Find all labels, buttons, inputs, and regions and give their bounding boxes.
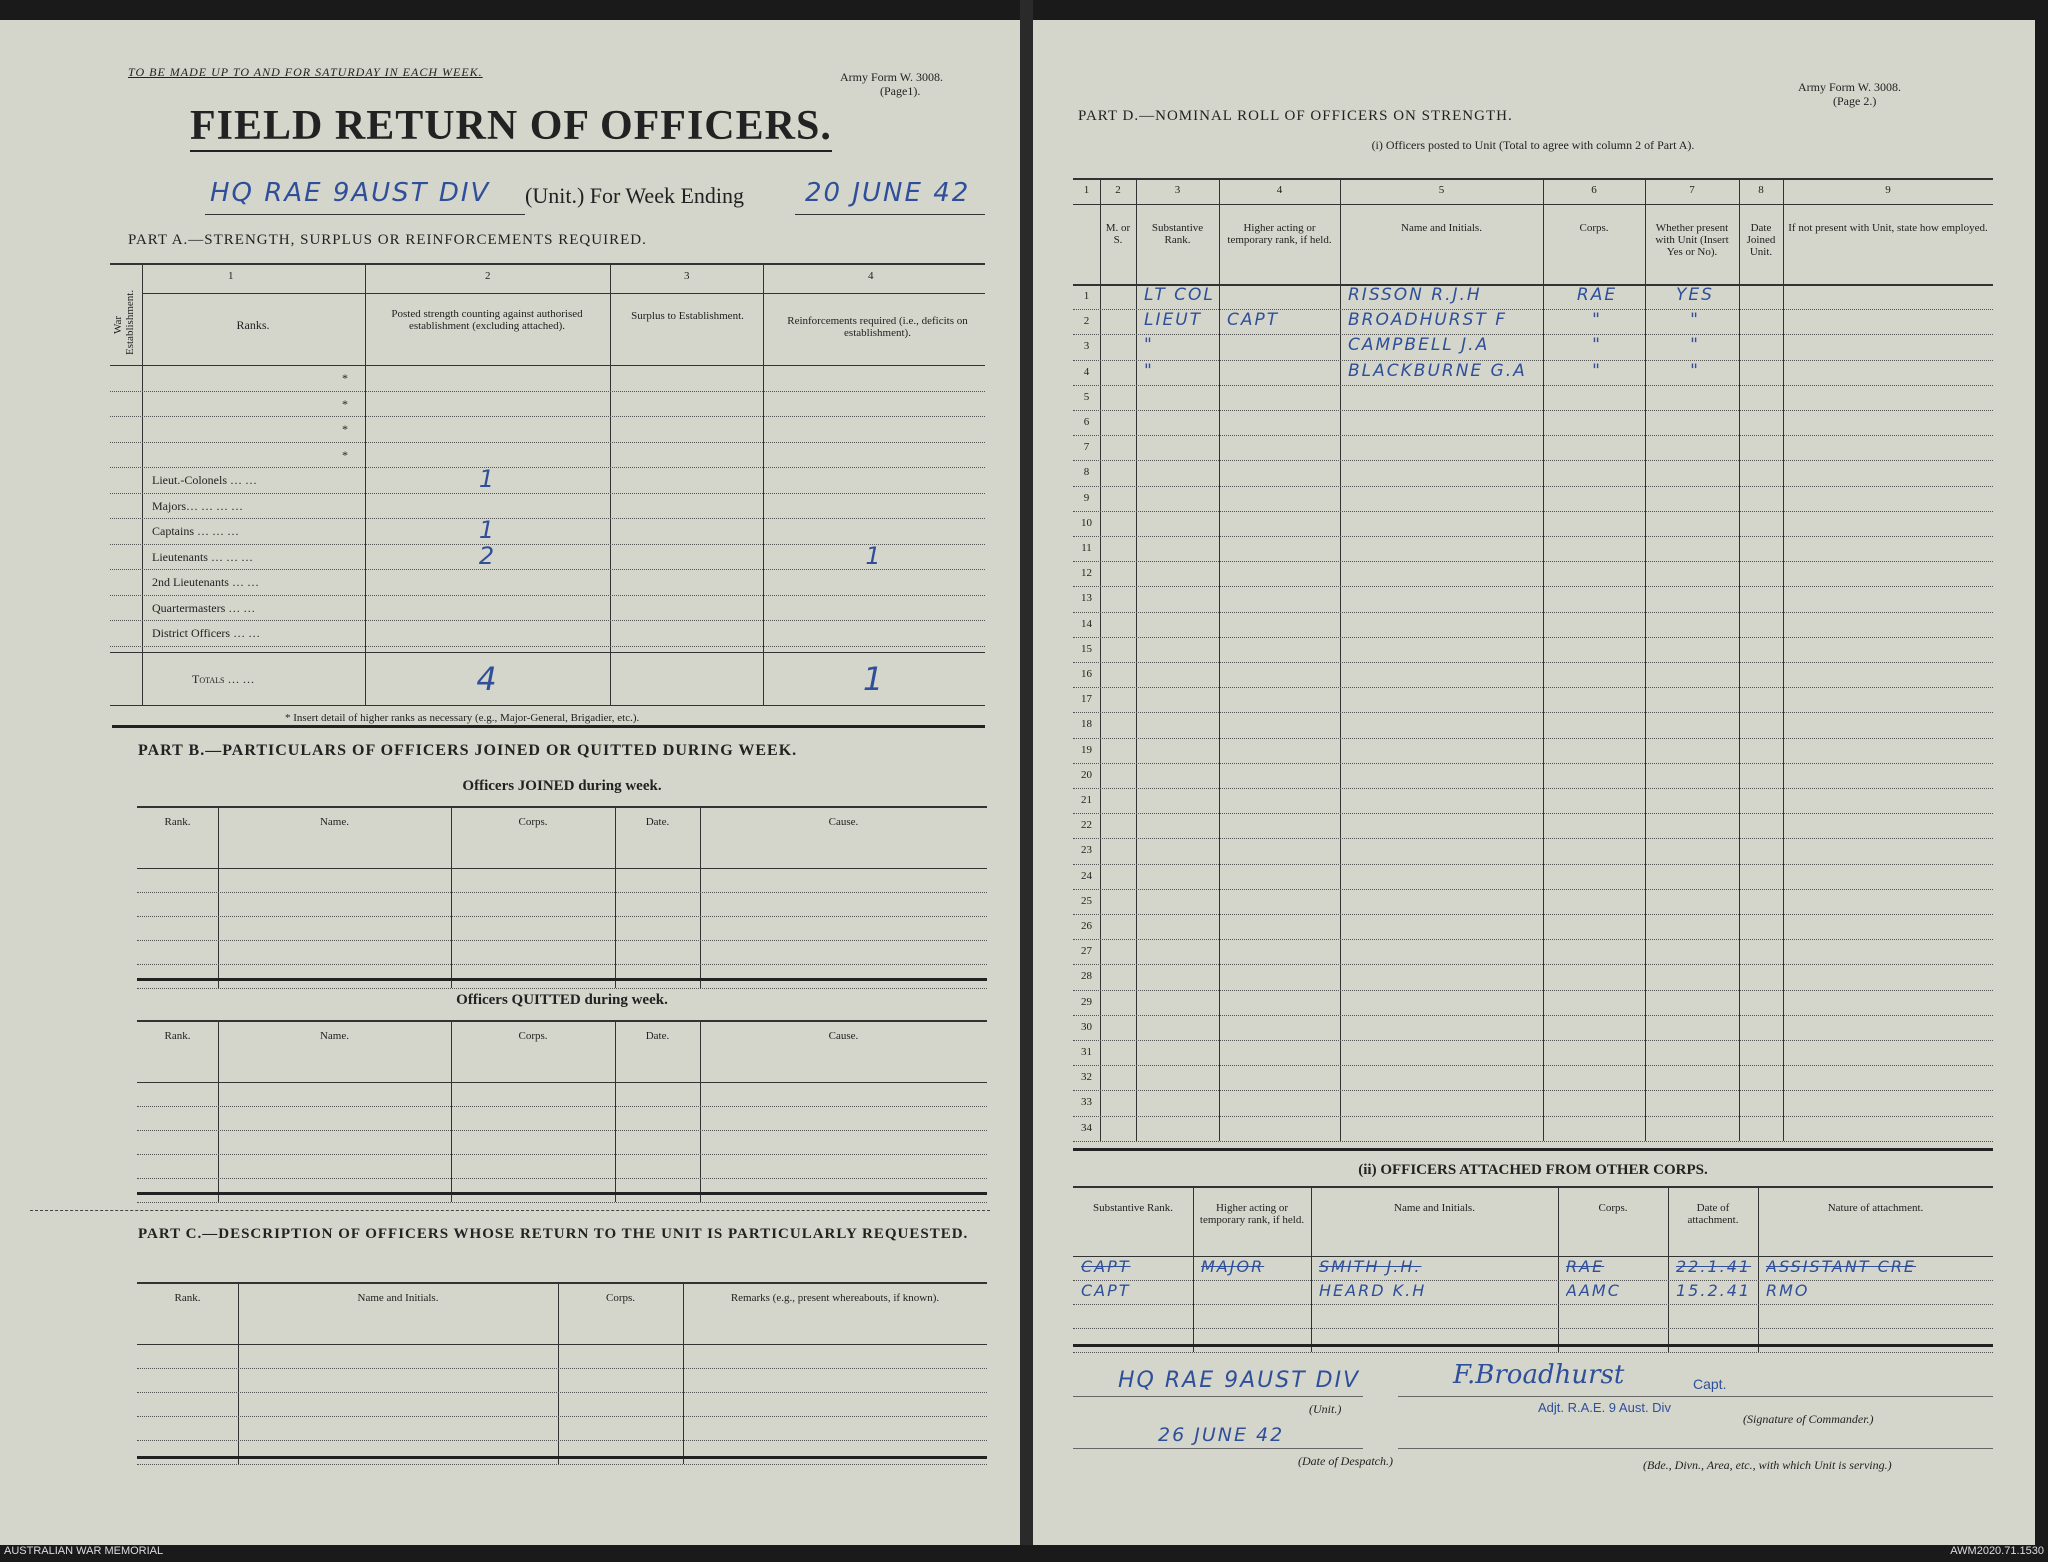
table-row [137,1440,987,1441]
roll-row-number: 7 [1083,441,1090,454]
roll-col-num: 3 [1174,184,1181,196]
roll-col-num: 1 [1083,184,1090,196]
roll-cell-corps: RAE [1576,285,1618,305]
roll-cell-present: YES [1676,285,1714,305]
rank-label: * [342,422,348,436]
attached-cell-rank: CAPT [1081,1281,1131,1300]
roll-cell-corps: " [1592,335,1602,356]
roll-col-num: 5 [1438,184,1445,196]
army-form-label-right: Army Form W. 3008. [1798,80,1902,94]
top-note: TO BE MADE UP TO AND FOR SATURDAY IN EACH WEEK. [128,65,483,79]
page-number: (Page1). [880,84,921,98]
roll-row-number: 11 [1081,542,1092,554]
table-header-cell: Name. [319,816,349,828]
roll-cell-present: " [1690,310,1700,331]
attached-col-header: Substantive Rank. [1092,1202,1174,1214]
table-row [137,1368,987,1369]
table-header-cell: Cause. [828,1030,859,1042]
roll-cell-rank: LIEUT [1144,310,1203,331]
roll-row-number: 23 [1081,844,1092,857]
roll-col-num: 7 [1689,184,1695,196]
table-header-cell: Corps. [518,816,548,828]
army-form-label: Army Form W. 3008. [840,70,944,84]
table-row [1073,889,1993,890]
table-row [1073,1304,1993,1305]
totals-label: Totals … … [192,672,255,686]
attached-cell-higher: MAJOR [1201,1257,1265,1276]
roll-col-num: 8 [1758,184,1764,196]
table-row [1073,738,1993,739]
quitted-title: Officers QUITTED during week. [456,992,668,1008]
table-header-cell: Date. [645,816,670,828]
attached-col-header: Corps. [1598,1202,1628,1214]
attached-cell-corps: RAE [1566,1257,1605,1276]
table-row [137,964,987,965]
roll-row-number: 4 [1083,365,1090,378]
roll-col-header: Higher acting or temporary rank, if held. [1227,222,1332,246]
table-row [137,940,987,941]
attached-cell-corps: AAMC [1566,1281,1621,1300]
roll-row-number: 34 [1081,1121,1092,1134]
bde-label: (Bde., Divn., Area, etc., with which Unit is serving.) [1643,1458,1892,1472]
roll-row-number: 22 [1081,819,1092,832]
attached-col-header: Higher acting or temporary rank, if held. [1199,1202,1305,1226]
table-row [1073,435,1993,436]
despatch-date-label: (Date of Despatch.) [1298,1454,1393,1468]
table-row [1073,536,1993,537]
attached-col-header: Nature of attachment. [1827,1202,1924,1214]
rank-label: 2nd Lieutenants … … [152,575,259,589]
table-row [1073,586,1993,587]
totals-reinf: 1 [862,660,886,698]
sign-unit-label: (Unit.) [1309,1402,1342,1416]
table-header-cell: Corps. [605,1292,636,1304]
col-num: 3 [684,270,690,282]
roll-cell-rank: LT COL [1144,285,1215,305]
roll-col-header: Substantive Rank. [1151,222,1204,246]
form-title: FIELD RETURN OF OFFICERS. [190,102,832,152]
week-ending-handwritten: 20 JUNE 42 [805,178,971,208]
table-row [1073,788,1993,789]
table-row [137,1178,987,1179]
table-row [1073,486,1993,487]
table-row [1073,511,1993,512]
footer-source: AUSTRALIAN WAR MEMORIAL [4,1545,164,1557]
roll-cell-present: " [1690,335,1700,356]
roll-row-number: 28 [1081,970,1092,983]
rank-row-line [110,391,985,392]
table-row [137,1464,987,1465]
rank-label: Majors… … … … [152,498,243,513]
roll-row-number: 9 [1083,491,1090,504]
table-header-cell: Name and Initials. [357,1292,439,1304]
table-header-cell: Date. [645,1030,670,1042]
table-row [137,892,987,893]
rank-row-line [110,620,985,621]
right-page [1033,20,2035,1545]
rank-posted-value: 1 [478,465,497,493]
roll-row-number: 10 [1081,516,1092,529]
table-row [1073,763,1993,764]
table-row [1073,561,1993,562]
col-ranks-header: Ranks. [236,318,270,332]
table-row [1073,637,1993,638]
rank-label: Lieutenants … … … [152,549,253,564]
attached-cell-date: 15.2.41 [1676,1281,1752,1300]
roll-col-header: M. or S. [1105,222,1131,246]
table-row [137,1154,987,1155]
table-row [1073,1015,1993,1016]
roll-row-number: 20 [1081,768,1092,781]
roll-row-number: 16 [1081,668,1092,680]
table-row [137,1416,987,1417]
signature-label: (Signature of Commander.) [1743,1412,1874,1426]
rank-row-line [110,646,985,647]
table-row [1073,914,1993,915]
table-row [1073,385,1993,386]
roll-row-number: 14 [1081,617,1092,630]
roll-row-number: 30 [1081,1020,1092,1033]
table-row [1073,990,1993,991]
table-row [1073,964,1993,965]
war-establishment-label: War Establishment. [112,289,136,355]
adjt-stamp: Adjt. R.A.E. 9 Aust. Div [1538,1400,1671,1415]
table-row [137,1202,987,1203]
roll-row-number: 2 [1083,315,1090,328]
despatch-date-handwritten: 26 JUNE 42 [1158,1424,1285,1446]
table-row [1073,813,1993,814]
table-row [1073,1328,1993,1329]
roll-row-number: 8 [1083,466,1090,479]
table-row [1073,1141,1993,1142]
attached-cell-rank: CAPT [1081,1257,1131,1276]
roll-col-num: 2 [1115,184,1121,196]
unit-label: (Unit.) For Week Ending [525,183,745,208]
roll-row-number: 29 [1081,995,1092,1008]
table-row [1073,1352,1993,1353]
rank-label: District Officers … … [152,626,261,640]
roll-cell-name: RISSON R.J.H [1348,285,1482,305]
rank-label: Captains … … … [152,524,239,538]
totals-posted: 4 [476,660,499,698]
part-d-heading: PART D.—NOMINAL ROLL OF OFFICERS ON STRENGTH. [1078,108,1513,124]
rank-label: Lieut.-Colonels … … [152,473,257,487]
rank-posted-value: 2 [478,541,497,570]
rank-posted-value: 1 [478,516,497,544]
part-a-footnote: * Insert detail of higher ranks as necessary (e.g., Major-General, Brigadier, etc.). [285,712,640,724]
table-header-cell: Cause. [828,816,859,828]
rank-label: * [342,396,348,411]
roll-col-num: 6 [1591,184,1597,196]
rank-label: Quartermasters … … [152,600,256,615]
roll-cell-corps: " [1592,310,1602,331]
roll-col-header: Date Joined Unit. [1746,222,1776,258]
col-reinf-header: Reinforcements required (i.e., deficits on establishment). [787,315,968,339]
col-num: 1 [228,270,234,282]
table-header-cell: Rank. [164,1030,191,1042]
attached-heading: (ii) OFFICERS ATTACHED FROM OTHER CORPS. [1358,1162,1708,1178]
table-row [137,916,987,917]
table-row [1073,612,1993,613]
table-row [1073,662,1993,663]
roll-col-header: Whether present with Unit (Insert Yes or No). [1655,222,1729,258]
part-a-heading: PART A.—STRENGTH, SURPLUS OR REINFORCEMENTS REQUIRED. [128,232,647,248]
rank-reinf-value: 1 [865,541,883,570]
attached-cell-name: SMITH J.H. [1319,1257,1422,1276]
roll-row-number: 1 [1083,290,1090,302]
roll-cell-corps: " [1592,360,1602,381]
roll-row-number: 15 [1081,642,1092,655]
attached-cell-date: 22.1.41 [1676,1257,1752,1276]
commander-signature: F.Broadhurst [1453,1360,1625,1390]
roll-col-num: 9 [1885,184,1891,196]
attached-col-header: Name and Initials. [1394,1202,1475,1214]
roll-cell-higher: CAPT [1227,310,1280,331]
rank-label: * [342,371,348,385]
capt-label: Capt. [1693,1376,1727,1392]
roll-cell-rank: " [1144,360,1154,381]
rank-row-line [110,442,985,443]
roll-row-number: 21 [1081,794,1092,806]
table-row [137,988,987,989]
roll-row-number: 33 [1081,1096,1092,1109]
roll-cell-name: CAMPBELL J.A [1348,335,1490,356]
col-num: 2 [485,270,491,282]
table-row [1073,1040,1993,1041]
table-row [1073,460,1993,461]
table-row [1073,687,1993,688]
page-number-right: (Page 2.) [1833,94,1877,108]
table-row [1073,712,1993,713]
roll-col-header: Corps. [1579,222,1609,234]
roll-cell-present: " [1690,360,1700,381]
roll-cell-name: BLACKBURNE G.A [1348,360,1527,381]
table-row [1073,1065,1993,1066]
roll-row-number: 13 [1081,592,1092,605]
col-num: 4 [868,270,874,282]
table-header-cell: Corps. [518,1030,548,1042]
joined-title: Officers JOINED during week. [462,778,662,794]
attached-cell-nature: RMO [1766,1281,1810,1300]
table-row [137,1106,987,1107]
table-header-cell: Rank. [164,816,191,828]
roll-row-number: 5 [1083,390,1090,403]
attached-cell-name: HEARD K.H [1319,1281,1427,1300]
roll-row-number: 3 [1083,340,1090,353]
roll-cell-rank: " [1144,335,1154,356]
table-header-cell: Rank. [174,1292,201,1304]
roll-col-num: 4 [1276,184,1283,196]
roll-row-number: 6 [1083,416,1090,428]
part-b-heading: PART B.—PARTICULARS OF OFFICERS JOINED OR QUITTED DURING WEEK. [138,742,798,759]
rank-row-line [110,416,985,417]
roll-row-number: 26 [1081,920,1092,932]
roll-cell-name: BROADHURST F [1348,310,1507,331]
table-header-cell: Name. [319,1030,349,1042]
roll-row-number: 12 [1081,567,1092,580]
table-row [1073,1116,1993,1117]
part-d-subheading: (i) Officers posted to Unit (Total to agree with column 2 of Part A). [1371,138,1695,152]
table-row [1073,410,1993,411]
roll-row-number: 24 [1081,869,1092,882]
roll-row-number: 17 [1081,693,1092,706]
book-spine [1020,0,1033,1545]
left-page [0,20,1020,1545]
roll-col-header: Name and Initials. [1401,222,1482,234]
roll-row-number: 27 [1081,945,1092,958]
roll-row-number: 18 [1081,718,1092,731]
rank-row-line [110,595,985,596]
roll-row-number: 25 [1081,894,1092,907]
table-row [1073,838,1993,839]
col-surplus-header: Surplus to Establishment. [631,310,744,322]
part-c-heading: PART C.—DESCRIPTION OF OFFICERS WHOSE RETURN TO THE UNIT IS PARTICULARLY REQUESTED. [138,1226,969,1242]
table-row [1073,864,1993,865]
roll-row-number: 32 [1081,1071,1092,1084]
unit-handwritten: HQ RAE 9AUST DIV [210,178,491,208]
col-posted-header: Posted strength counting against authorised establishment (excluding attached). [391,308,583,332]
table-header-cell: Remarks (e.g., present whereabouts, if known). [730,1292,940,1304]
attached-col-header: Date of attachment. [1687,1202,1739,1226]
table-row [1073,939,1993,940]
attached-cell-nature: ASSISTANT CRE [1766,1257,1917,1276]
roll-col-header: If not present with Unit, state how employed. [1788,222,1988,234]
roll-row-number: 19 [1081,743,1092,756]
sign-unit-handwritten: HQ RAE 9AUST DIV [1118,1368,1361,1393]
footer-id: AWM2020.71.1530 [1950,1545,2044,1557]
roll-row-number: 31 [1081,1046,1092,1058]
table-row [137,1130,987,1131]
rank-label: * [342,447,348,462]
table-row [137,1392,987,1393]
table-row [1073,1090,1993,1091]
